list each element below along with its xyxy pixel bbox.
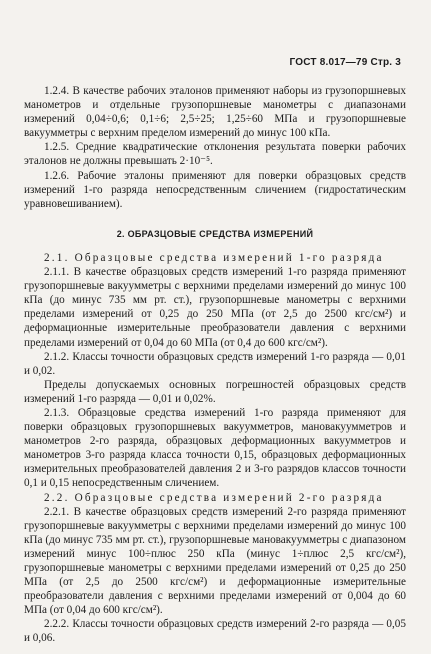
paragraph-2-1-3: 2.1.3. Образцовые средства измерений 1-го разряда применяют для поверки образцовых грузопоршневых вакуумметров, мановакуумметров и манометров 2-го разряда, образцовых деформационных вакуумметров и манометров 3-го разряда класса точности 0,15, образцовых деформационных измерительных преобразователей давления 2 и 3-го разрядов классов точности 0,1 и 0,15 непосредственным сличением. — [24, 406, 406, 490]
document-body — [24, 84, 406, 646]
subsection-heading-2-2: 2.2. Образцовые средства измерений 2-го разряда — [44, 491, 384, 504]
paragraph-1-2-6: 1.2.6. Рабочие эталоны применяют для поверки образцовых средств измерений 1-го разряда непосредственным сличением (гидростатическим уравновешиванием). — [24, 169, 406, 210]
paragraph-2-2-1: 2.2.1. В качестве образцовых средств измерений 2-го разряда применяют грузопоршневые вакуумметры с верхними пределами измерений до минус 100 кПа (до минус 735 мм рт. ст.), грузопоршневые мановакуумметры с диапазоном измерений минус 100÷плюс 250 кПа (минус 1÷плюс 2,5 кгс/см²), грузопоршневые манометры с верхними пределами измерений от 0,25 до 250 МПа (от 2,5 до 2500 кгс/см²) и деформационные измерительные преобразователи давления с верхними пределами измерений от 0,004 до 60 МПа (от 0,04 до 600 кгс/см²). — [24, 505, 406, 617]
paragraph-error-limits: Пределы допускаемых основных погрешностей образцовых средств измерений 1-го разряда — 0,01 и 0,02%. — [24, 378, 406, 405]
standard-number: ГОСТ 8.017—79 — [289, 57, 368, 68]
page-header — [290, 57, 401, 68]
paragraph-2-1-1: 2.1.1. В качестве образцовых средств измерений 1-го разряда применяют грузопоршневые вакуумметры с верхними пределами измерений до минус 100 кПа (до минус 735 мм рт. ст.), грузопоршневые манометры с верхними пределами измерений от 0,25 до 250 МПа (от 2,5 до 2500 кгс/см²) и деформационные измерительные преобразователи давления с верхними пределами измерений от 0,04 до 60 МПа (от 0,4 до 600 кгс/см²). — [24, 266, 406, 349]
page-number: Стр. 3 — [370, 57, 401, 68]
paragraph-2-1-2: 2.1.2. Классы точности образцовых средств измерений 1-го разряда — 0,01 и 0,02. — [24, 350, 406, 377]
paragraph-1-2-5: 1.2.5. Средние квадратические отклонения результата поверки рабочих эталонов не должны превышать 2·10⁻⁵. — [24, 141, 406, 168]
paragraph-1-2-4: 1.2.4. В качестве рабочих эталонов применяют наборы из грузопоршневых манометров и отдельные грузопоршневые манометры с диапазонами измерений 0,04÷0,6; 0,1÷6; 2,5÷25; 1,25÷60 МПа и грузопоршневые вакуумметры с верхним пределом измерений до минус 100 кПа. — [24, 85, 406, 140]
section-title: 2. ОБРАЗЦОВЫЕ СРЕДСТВА ИЗМЕРЕНИЙ — [116, 228, 314, 239]
paragraph-2-2-2: 2.2.2. Классы точности образцовых средств измерений 2-го разряда — 0,05 и 0,06. — [24, 618, 406, 645]
subsection-heading-2-1: 2.1. Образцовые средства измерений 1-го разряда — [44, 251, 384, 264]
